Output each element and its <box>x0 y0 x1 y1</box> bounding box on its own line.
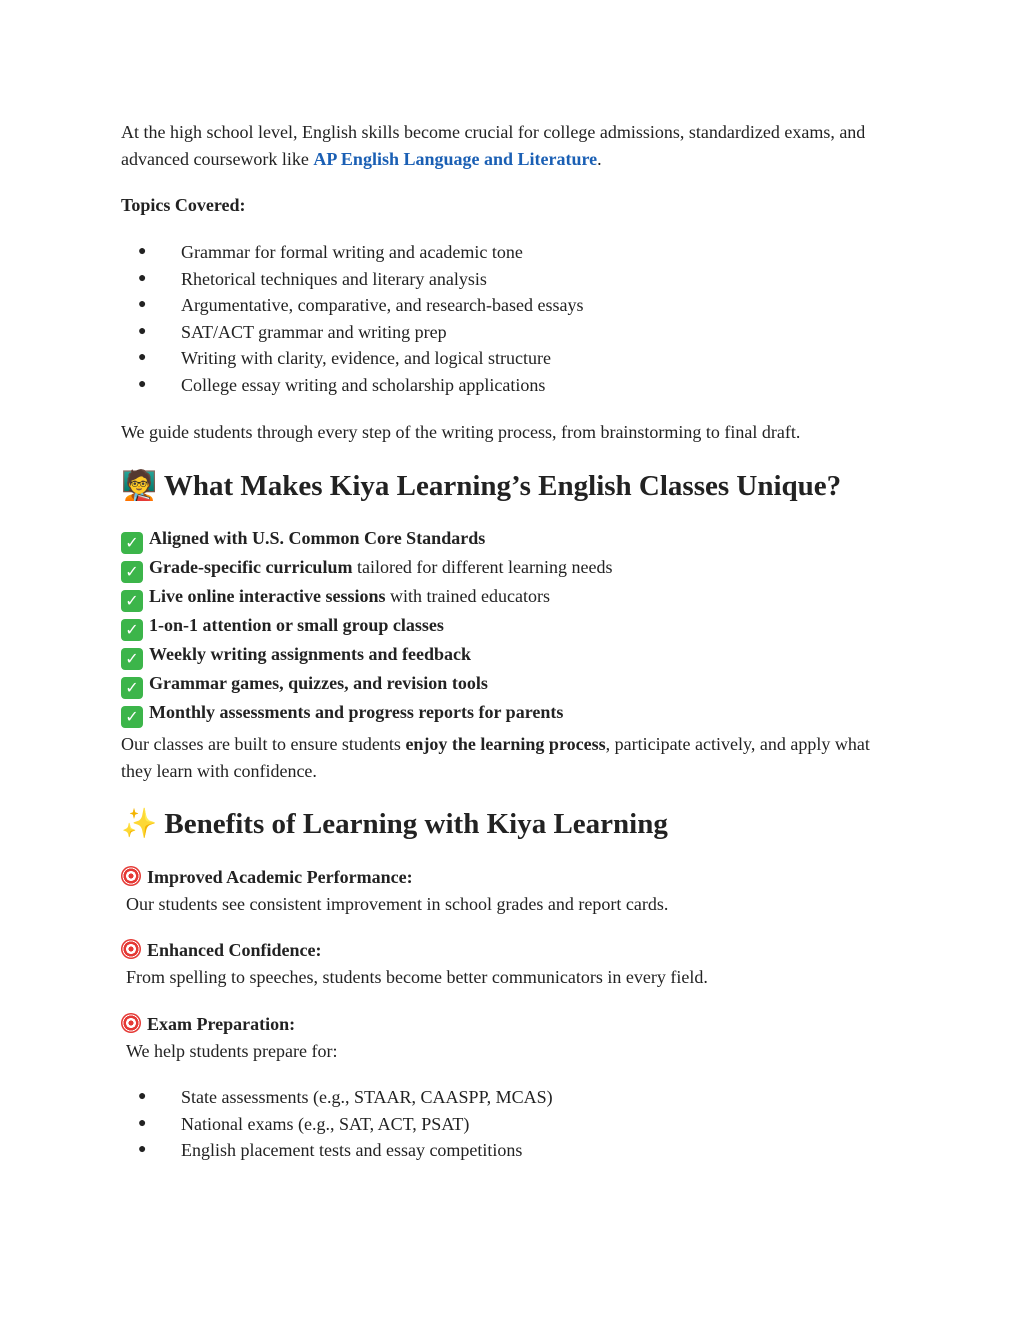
checklist-bold: Weekly writing assignments and feedback <box>149 644 472 664</box>
benefit-title-text: Improved Academic Performance: <box>147 867 413 887</box>
list-item <box>121 345 584 372</box>
checklist-item <box>121 525 613 554</box>
exam-list <box>121 1084 553 1164</box>
checklist-item <box>121 699 613 728</box>
bullet-icon: ● <box>138 350 147 366</box>
sparkles-icon: ✨ <box>121 806 158 840</box>
benefit-title-text: Enhanced Confidence: <box>147 940 322 960</box>
list-item <box>121 1137 553 1164</box>
bullet-icon: ● <box>138 1115 147 1131</box>
ap-english-link[interactable]: AP English Language and Literature <box>313 148 598 169</box>
checklist-item <box>121 583 613 612</box>
bullet-icon: ● <box>138 270 147 286</box>
checklist-rest: with trained educators <box>385 586 550 606</box>
list-item-text: Rhetorical techniques and literary analysis <box>181 268 487 289</box>
list-item-text: SAT/ACT grammar and writing prep <box>181 321 447 342</box>
intro-text: At the high school level, English skills become crucial for college admissions, standardized exams, and advanced coursework like <box>121 122 866 169</box>
topics-heading: Topics Covered: <box>121 195 246 215</box>
list-item-text: Grammar for formal writing and academic tone <box>181 242 523 262</box>
topics-list <box>121 239 584 399</box>
check-mark-icon: ✓ <box>121 677 143 699</box>
check-mark-icon: ✓ <box>121 706 143 728</box>
benefits-heading-text: Benefits of Learning with Kiya Learning <box>164 808 668 840</box>
benefit-block <box>121 937 708 990</box>
list-item-text: English placement tests and essay competitions <box>181 1140 523 1161</box>
list-item <box>121 292 584 319</box>
list-item-text: National exams (e.g., SAT, ACT, PSAT) <box>181 1113 470 1134</box>
benefit-title <box>121 1011 337 1038</box>
checklist-item <box>121 670 613 699</box>
check-mark-icon: ✓ <box>121 648 143 670</box>
checklist-bold: Live online interactive sessions <box>149 586 386 606</box>
benefit-title-text: Exam Preparation: <box>147 1014 296 1034</box>
classes-text-bold: enjoy the learning process <box>405 734 606 754</box>
check-mark-icon: ✓ <box>121 561 143 583</box>
intro-period: . <box>597 148 602 169</box>
intro-paragraph <box>121 119 881 172</box>
benefit-block <box>121 864 668 917</box>
benefits-heading <box>121 805 668 842</box>
classes-text-after: , participate actively, and apply what they learn with confidence. <box>121 734 870 781</box>
checklist-item <box>121 554 613 583</box>
benefit-description: Our students see consistent improvement in school grades and report cards. <box>126 893 669 914</box>
target-icon <box>121 866 141 886</box>
benefit-description: We help students prepare for: <box>126 1040 338 1061</box>
bullet-icon: ● <box>138 376 147 392</box>
list-item <box>121 1084 553 1111</box>
checklist-bold: Grammar games, quizzes, and revision tools <box>149 673 488 693</box>
list-item <box>121 319 584 346</box>
unique-heading <box>121 467 841 504</box>
classes-text-before: Our classes are built to ensure students <box>121 734 406 754</box>
list-item <box>121 372 584 399</box>
checklist-bold: Monthly assessments and progress reports for parents <box>149 702 564 722</box>
target-icon <box>121 1013 141 1033</box>
benefit-description: From spelling to speeches, students become better communicators in every field. <box>126 966 708 987</box>
list-item-text: Writing with clarity, evidence, and logical structure <box>181 348 551 369</box>
checklist-bold: Aligned with U.S. Common Core Standards <box>149 528 486 548</box>
checklist-rest: tailored for different learning needs <box>352 557 613 577</box>
list-item-text: Argumentative, comparative, and research-based essays <box>181 295 584 316</box>
teacher-icon: 🧑‍🏫 <box>121 468 158 502</box>
list-item <box>121 266 584 293</box>
check-mark-icon: ✓ <box>121 590 143 612</box>
list-item-text: State assessments (e.g., STAAR, CAASPP, MCAS) <box>181 1087 553 1107</box>
bullet-icon: ● <box>138 1142 147 1158</box>
checklist-item <box>121 612 613 641</box>
bullet-icon: ● <box>138 323 147 339</box>
bullet-icon: ● <box>138 244 147 259</box>
features-checklist <box>121 525 613 728</box>
checklist-bold: Grade-specific curriculum <box>149 557 353 577</box>
check-mark-icon: ✓ <box>121 532 143 554</box>
unique-heading-text: What Makes Kiya Learning’s English Classes Unique? <box>163 470 842 502</box>
guide-paragraph: We guide students through every step of the writing process, from brainstorming to final draft. <box>121 422 801 442</box>
checklist-bold: 1-on-1 attention or small group classes <box>149 615 444 635</box>
bullet-icon: ● <box>138 1089 147 1104</box>
target-icon <box>121 939 141 959</box>
checklist-item <box>121 641 613 670</box>
benefit-block <box>121 1011 337 1064</box>
list-item <box>121 1111 553 1138</box>
check-mark-icon: ✓ <box>121 619 143 641</box>
list-item <box>121 239 584 266</box>
benefit-title <box>121 937 708 964</box>
bullet-icon: ● <box>138 297 147 313</box>
classes-paragraph <box>121 731 881 784</box>
list-item-text: College essay writing and scholarship applications <box>181 374 546 395</box>
benefit-title <box>121 864 668 891</box>
